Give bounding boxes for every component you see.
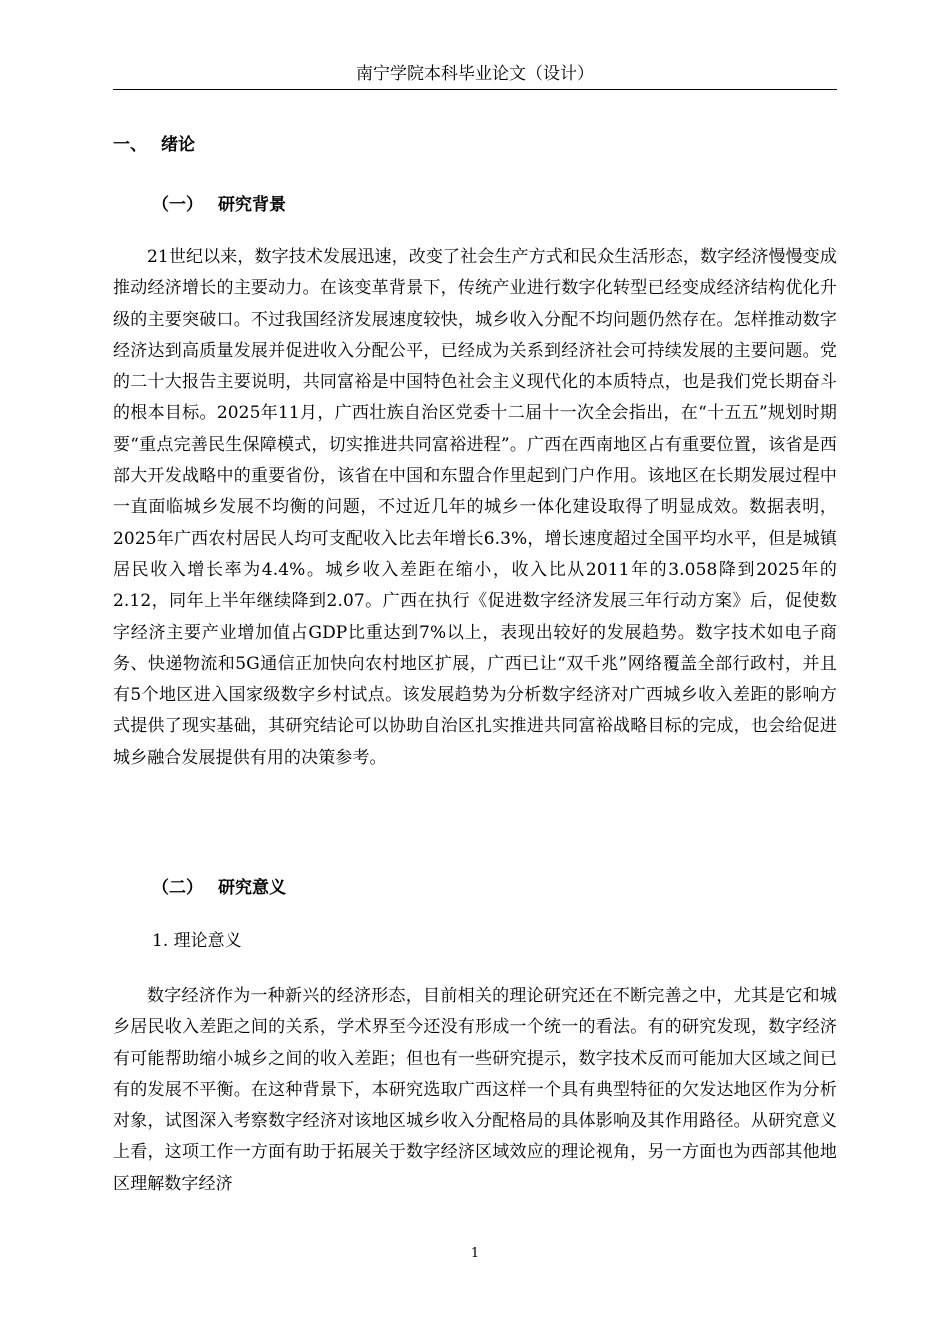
section-title: 绪论 bbox=[161, 135, 195, 155]
subsection-heading-significance bbox=[152, 874, 286, 902]
subsection-number: （二） bbox=[152, 878, 203, 898]
header-title: 南宁学院本科毕业论文（设计） bbox=[356, 64, 594, 84]
paragraph-theoretical-significance: 数字经济作为一种新兴的经济形态，目前相关的理论研究还在不断完善之中，尤其是它和城乡居民收入差距之间的关系，学术界至今还没有形成一个统一的看法。有的研究发现，数字经济有可能帮助缩小城乡之间的收入差距；但也有一些研究提示，数字技术反而可能加大区域之间已有的发展不平衡。在这种背景下，本研究选取广西这样一个具有典型特征的欠发达地区作为分析对象，试图深入考察数字经济对该地区城乡收入分配格局的具体影响及其作用路径。从研究意义上看，这项工作一方面有助于拓展关于数字经济区域效应的理论视角，另一方面也为西部其他地区理解数字经济 bbox=[113, 986, 837, 1194]
subsection-number: （一） bbox=[152, 195, 203, 215]
subsection-title: 研究背景 bbox=[218, 195, 286, 215]
item-heading-theory: 1. 理论意义 bbox=[152, 931, 242, 951]
section-number: 一、 bbox=[113, 135, 147, 155]
paragraph-research-background: 21世纪以来，数字技术发展迅速，改变了社会生产方式和民众生活形态，数字经济慢慢变成推动经济增长的主要动力。在该变革背景下，传统产业进行数字化转型已经变成经济结构优化升级的主要突破口。不过我国经济发展速度较快，城乡收入分配不均问题仍然存在。怎样推动数字经济达到高质量发展并促进收入分配公平，已经成为关系到经济社会可持续发展的主要问题。党的二十大报告主要说明，共同富裕是中国特色社会主义现代化的本质特点，也是我们党长期奋斗的根本目标。2025年11月，广西壮族自治区党委十二届十一次全会指出，在“十五五”规划时期要“重点完善民生保障模式，切实推进共同富裕进程”。广西在西南地区占有重要位置，该省是西部大开发战略中的重要省份，该省在中国和东盟合作里起到门户作用。该地区在长期发展过程中一直面临城乡发展不均衡的问题，不过近几年的城乡一体化建设取得了明显成效。数据表明，2025年广西农村居民人均可支配收入比去年增长6.3%，增长速度超过全国平均水平，但是城镇居民收入增长率为4.4%。城乡收入差距在缩小，收入比从2011年的3.058降到2025年的2.12，同年上半年继续降到2.07。广西在执行《促进数字经济发展三年行动方案》后，促使数字经济主要产业增加值占GDP比重达到7%以上，表现出较好的发展趋势。数字技术如电子商务、快递物流和5G通信正加快向农村地区扩展，广西已让“双千兆”网络覆盖全部行政村，并且有5个地区进入国家级数字乡村试点。该发展趋势为分析数字经济对广西城乡收入差距的影响方式提供了现实基础，其研究结论可以协助自治区扎实推进共同富裕战略目标的完成，也会给促进城乡融合发展提供有用的决策参考。 bbox=[113, 247, 837, 768]
section-heading bbox=[113, 131, 195, 159]
page-number: 1 bbox=[470, 1246, 480, 1261]
subsection-heading-background bbox=[152, 191, 286, 219]
page-header bbox=[113, 62, 837, 90]
subsection-title: 研究意义 bbox=[218, 878, 286, 898]
